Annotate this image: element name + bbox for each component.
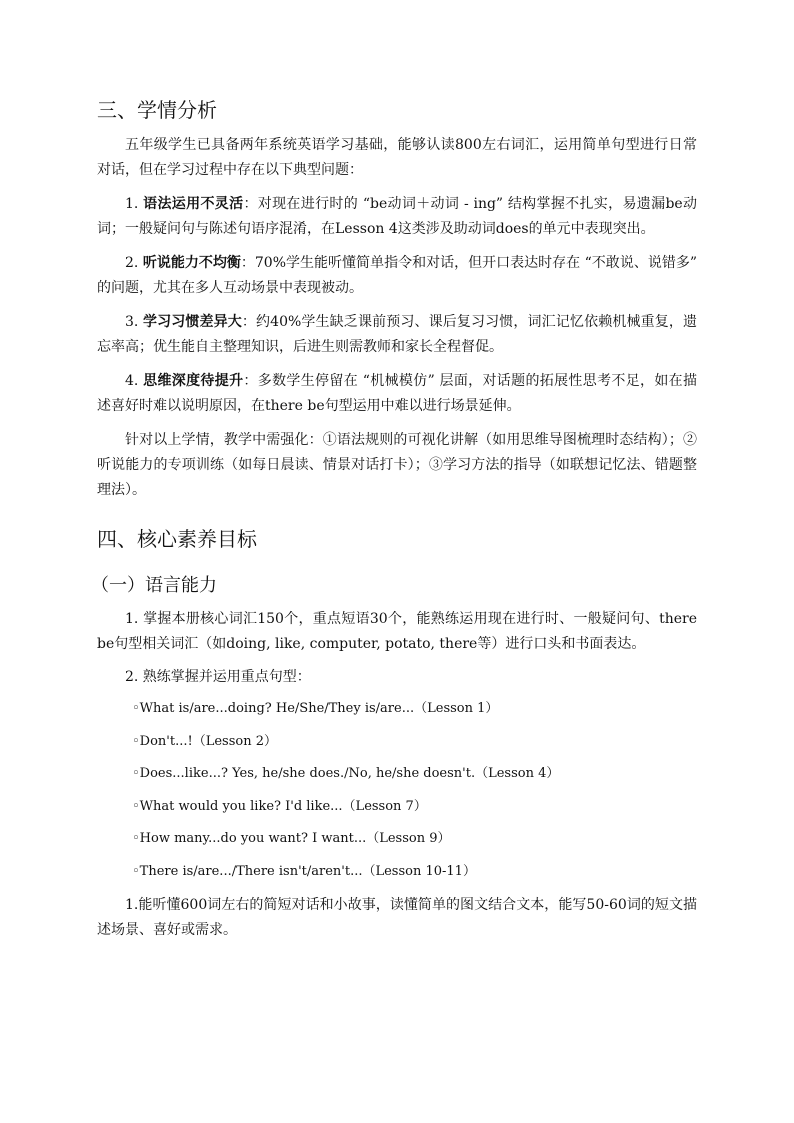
issue-heading: 学习习惯差异大 (142, 314, 242, 330)
page-content (91, 96, 698, 951)
section-title-core-literacy: 四、核心素养目标 (97, 527, 257, 551)
sentence-pattern-item: ◦Don't...!（Lesson 2） (132, 733, 277, 749)
issue-paragraph-3 (97, 310, 697, 360)
skills-paragraph: 1.能听懂600词左右的简短对话和小故事，读懂简单的图文结合文本，能写50-60词的短文描述场景、喜好或需求。 (97, 897, 697, 938)
issue-paragraph-2 (97, 251, 697, 301)
sentence-pattern-item: ◦What is/are...doing? He/She/They is/are...（Lesson 1） (132, 701, 499, 716)
issue-heading: 听说能力不均衡 (142, 255, 241, 271)
sentence-pattern-item: ◦Does...like...? Yes, he/she does./No, he/she doesn't.（Lesson 4） (132, 766, 560, 781)
issue-number: 1. (125, 196, 144, 212)
sentence-pattern-item: ◦What would you like? I'd like...（Lesson 7） (132, 798, 427, 814)
issue-text: ：约40%学生缺乏课前预习、课后复习习惯，词汇记忆依赖机械重复，遗忘率高；优生能自主整理知识，后进生则需教师和家长全程督促。 (97, 314, 698, 355)
issue-paragraph-1 (97, 192, 697, 242)
issue-number: 4. (125, 373, 144, 389)
issue-number: 2. (125, 255, 143, 271)
sentence-pattern-item: ◦There is/are.../There isn't/aren't...（Lesson 10-11） (132, 863, 476, 879)
issue-heading: 语法运用不灵活 (143, 196, 244, 212)
section-title-student-analysis: 三、学情分析 (97, 98, 217, 122)
summary-paragraph: 针对以上学情，教学中需强化：①语法规则的可视化讲解（如用思维导图梳理时态结构）；②听说能力的专项训练（如每日晨读、情景对话打卡）；③学习方法的指导（如联想记忆法、错题整理法）。 (97, 432, 697, 498)
issue-text: ：70%学生能听懂简单指令和对话，但开口表达时存在 “不敢说、说错多” 的问题，尤其在多人互动场景中表现被动。 (97, 255, 698, 296)
issue-number: 3. (125, 314, 143, 330)
sentence-pattern-item: ◦How many...do you want? I want...（Lesson 9） (132, 831, 451, 846)
issue-text: ：对现在进行时的 “be动词＋动词 - ing” 结构掌握不扎实，易遗漏be动词；一般疑问句与陈述句语序混淆，在Lesson 4这类涉及助动词does的单元中表现突出。 (97, 196, 698, 237)
issue-heading: 思维深度待提升 (143, 373, 244, 389)
pattern-intro-paragraph: 2. 熟练掌握并运用重点句型： (125, 669, 311, 685)
issue-text: ：多数学生停留在 “机械模仿” 层面，对话题的拓展性思考不足，如在描述喜好时难以说明原因，在there be句型运用中难以进行场景延伸。 (97, 373, 698, 414)
subsection-title-language-ability: （一）语言能力 (91, 575, 217, 596)
intro-paragraph: 五年级学生已具备两年系统英语学习基础，能够认读800左右词汇，运用简单句型进行日常对话，但在学习过程中存在以下典型问题： (97, 137, 697, 178)
vocabulary-paragraph: 1. 掌握本册核心词汇150个，重点短语30个，能熟练运用现在进行时、一般疑问句、there be句型相关词汇（如doing, like, computer, potato, there等）进行口头和书面表达。 (97, 611, 697, 652)
issue-paragraph-4 (97, 369, 697, 419)
